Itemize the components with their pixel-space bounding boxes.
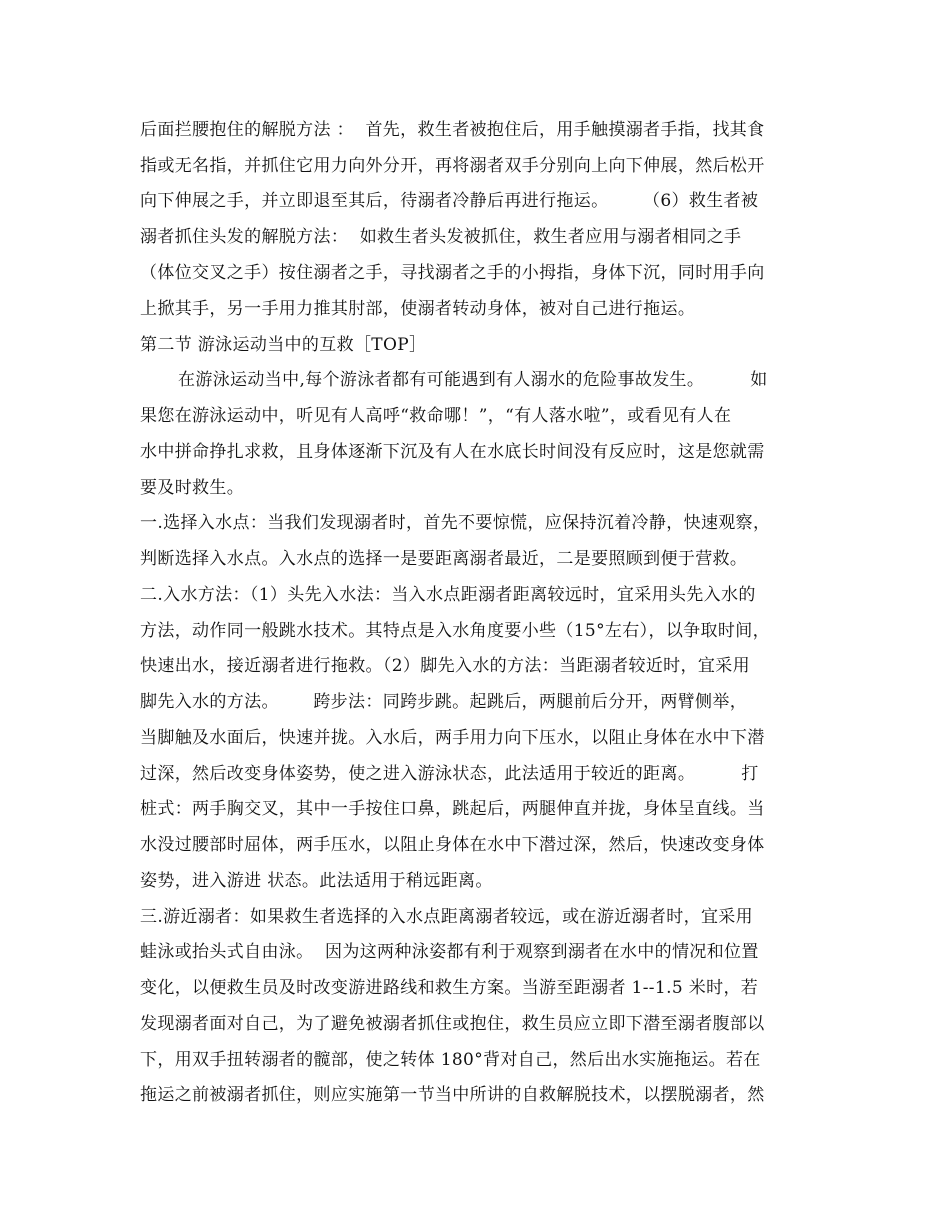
- text-line: 向下伸展之手，并立即退至其后，待溺者冷静后再进行拖运。 （6）救生者被: [140, 191, 759, 211]
- text-line: 在游泳运动当中,每个游泳者都有可能遇到有人溺水的危险事故发生。 如: [178, 370, 768, 390]
- text-line: 水中拼命挣扎求救，且身体逐渐下沉及有人在水底长时间没有反应时，这是您就需: [140, 442, 765, 462]
- text-line: 上掀其手，另一手用力推其肘部，使溺者转动身体，被对自己进行拖运。: [140, 299, 696, 319]
- text-line: 二.入水方法：（1）头先入水法：当入水点距溺者距离较远时，宜采用头先入水的: [140, 585, 756, 605]
- text-line: 脚先入水的方法。 跨步法：同跨步跳。起跳后，两腿前后分开，两臂侧举，: [140, 692, 748, 712]
- text-line: 拖运之前被溺者抓住，则应实施第一节当中所讲的自救解脱技术，以摆脱溺者，然: [140, 1085, 765, 1105]
- text-line: 指或无名指，并抓住它用力向外分开，再将溺者双手分别向上向下伸展，然后松开: [140, 156, 765, 176]
- text-line: 三.游近溺者：如果救生者选择的入水点距离溺者较远，或在游近溺者时，宜采用: [140, 907, 754, 927]
- text-line: 判断选择入水点。入水点的选择一是要距离溺者最近，二是要照顾到便于营救。: [140, 549, 748, 569]
- text-line: 桩式：两手胸交叉，其中一手按住口鼻，跳起后，两腿伸直并拢，身体呈直线。当: [140, 799, 765, 819]
- text-line: 下，用双手扭转溺者的髋部，使之转体 180°背对自己，然后出水实施拖运。若在: [140, 1050, 761, 1070]
- section-heading: 第二节 游泳运动当中的互救［TOP］: [140, 335, 427, 355]
- text-line: 发现溺者面对自己，为了避免被溺者抓住或抱住，救生员应立即下潜至溺者腹部以: [140, 1014, 765, 1034]
- text-line: 果您在游泳运动中，听见有人高呼“救命哪！”，“有人落水啦”，或看见有人在: [140, 406, 732, 426]
- text-line: 当脚触及水面后，快速并拢。入水后，两手用力向下压水，以阻止身体在水中下潜: [140, 728, 765, 748]
- text-line: 姿势，进入游进 状态。此法适用于稍远距离。: [140, 871, 493, 891]
- text-line: 过深，然后改变身体姿势，使之进入游泳状态，此法适用于较近的距离。 打: [140, 764, 759, 784]
- text-line: 快速出水，接近溺者进行拖救。（2）脚先入水的方法：当距溺者较近时，宜采用: [140, 656, 750, 676]
- text-line: 后面拦腰抱住的解脱方法 ： 首先，救生者被抱住后，用手触摸溺者手指，找其食: [140, 120, 765, 140]
- text-line: 一.选择入水点：当我们发现溺者时，首先不要惊慌，应保持沉着冷静，快速观察，: [140, 513, 771, 533]
- text-line: 水没过腰部时屈体，两手压水，以阻止身体在水中下潜过深，然后，快速改变身体: [140, 835, 765, 855]
- text-line: 蛙泳或抬头式自由泳。 因为这两种泳姿都有利于观察到溺者在水中的情况和位置: [140, 942, 759, 962]
- text-line: （体位交叉之手）按住溺者之手，寻找溺者之手的小拇指，身体下沉，同时用手向: [140, 263, 765, 283]
- text-line: 方法，动作同一般跳水技术。其特点是入水角度要小些（15°左右），以争取时间，: [140, 621, 770, 641]
- text-line: 要及时救生。: [140, 478, 245, 498]
- text-line: 溺者抓住头发的解脱方法： 如救生者头发被抓住，救生者应用与溺者相同之手: [140, 227, 742, 247]
- text-line: 变化，以便救生员及时改变游进路线和救生方案。当游至距溺者 1--1.5 米时，若: [140, 978, 759, 998]
